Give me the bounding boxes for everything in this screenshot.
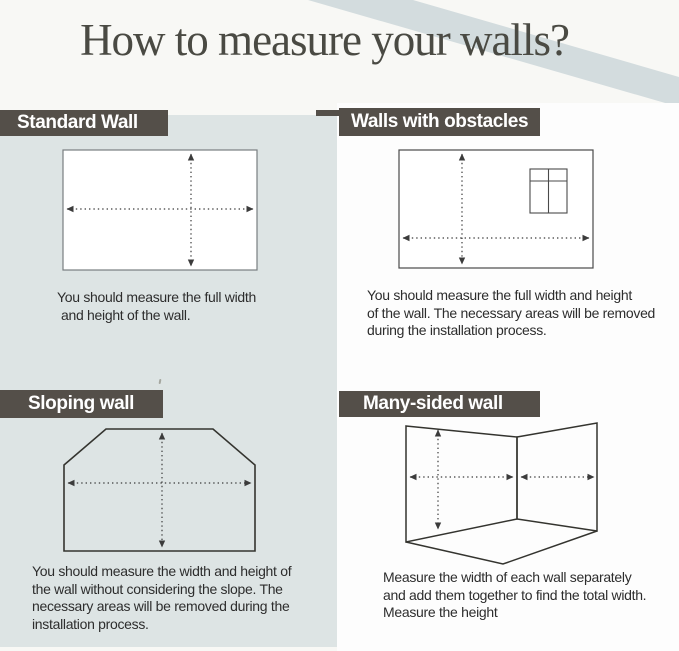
- description-line: Measure the width of each wall separately: [383, 569, 632, 585]
- description-line: during the installation process.: [367, 322, 547, 338]
- page-title: How to measure your walls?: [80, 15, 569, 65]
- wall-outline: [63, 150, 257, 270]
- description-line: You should measure the full width: [57, 289, 256, 305]
- heading-label-sloping-wall: Sloping wall: [28, 393, 135, 414]
- left-wall-outline: [406, 426, 517, 542]
- description-line: You should measure the full width and height: [367, 287, 632, 303]
- heading-bar-notch: [316, 110, 341, 116]
- heading-bar-standard-wall: [0, 110, 168, 136]
- many-sided-wall-description: [383, 569, 646, 622]
- description-line: and add them together to find the total width.: [383, 586, 647, 603]
- heading-label-standard-wall: Standard Wall: [17, 112, 138, 133]
- standard-wall-diagram: [55, 142, 265, 278]
- heading-bar-walls-with-obstacles: [339, 108, 540, 136]
- description-line: necessary areas will be removed during the: [32, 598, 290, 614]
- walls-with-obstacles-description: [367, 287, 655, 340]
- heading-bar-sloping-wall: [0, 390, 163, 418]
- description-line: installation process.: [32, 615, 149, 632]
- heading-label-walls-with-obstacles: Walls with obstacles: [351, 111, 529, 132]
- sloped-wall-outline: [64, 429, 255, 551]
- description-line: Measure the height: [383, 604, 498, 620]
- description-line: You should measure the width and height of: [32, 563, 292, 579]
- description-line: of the wall. The necessary areas will be removed: [367, 304, 656, 321]
- heading-label-many-sided-wall: Many-sided wall: [363, 393, 503, 414]
- standard-wall-description: [57, 289, 256, 324]
- walls-with-obstacles-diagram: [391, 142, 603, 278]
- sloping-wall-diagram: [54, 419, 266, 561]
- many-sided-wall-diagram: [396, 413, 608, 575]
- description-line: the wall without considering the slope. The: [32, 580, 283, 597]
- description-line: and height of the wall.: [61, 306, 191, 323]
- sloping-wall-description: [32, 563, 291, 633]
